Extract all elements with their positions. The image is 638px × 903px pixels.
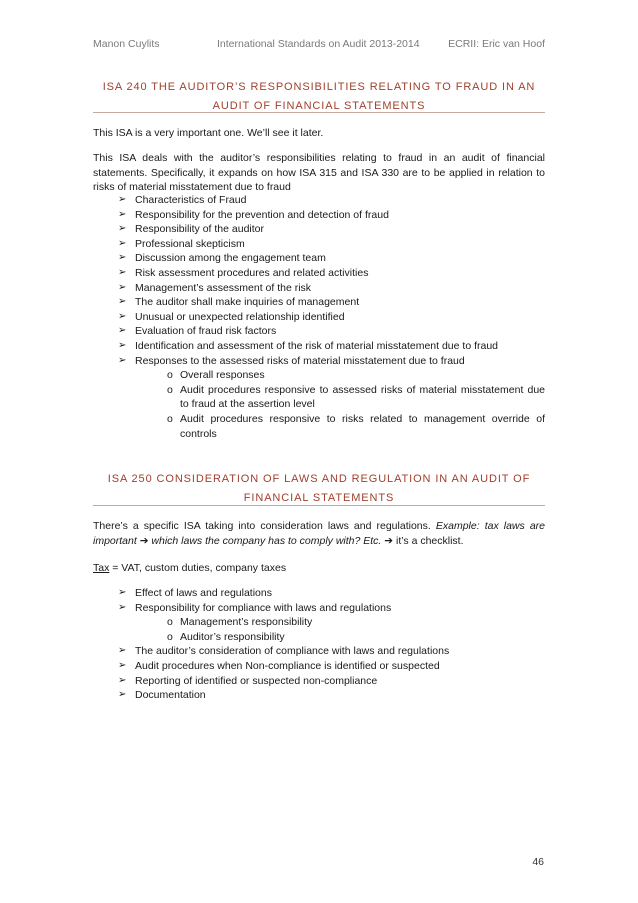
- sub-list: [135, 615, 545, 644]
- arrow-bullet-icon: ➢: [118, 266, 127, 278]
- arrow-bullet-icon: ➢: [118, 689, 127, 701]
- arrow-bullet-icon: ➢: [118, 587, 127, 598]
- arrow-bullet-icon: ➢: [118, 281, 127, 293]
- list-item: ➢ Responsibility for compliance with laws and regulations o Management’s responsibility o Auditor’s responsibility: [118, 601, 545, 645]
- sub-list-item: o Overall responses: [167, 369, 265, 382]
- right-arrow-icon: ➔: [139, 534, 149, 547]
- bullet-list: [118, 193, 545, 441]
- circle-bullet-icon: o: [167, 412, 173, 425]
- bullet-list: [118, 586, 545, 703]
- list-item: ➢ Evaluation of fraud risk factors: [118, 325, 277, 338]
- list-item: ➢ The auditor’s consideration of compliance with laws and regulations: [118, 645, 450, 658]
- heading-divider: [93, 505, 545, 506]
- arrow-bullet-icon: ➢: [118, 310, 127, 322]
- section-heading-isa250: [93, 470, 545, 508]
- arrow-bullet-icon: ➢: [118, 674, 127, 686]
- arrow-bullet-icon: ➢: [118, 252, 127, 264]
- paragraph: Tax = VAT, custom duties, company taxes: [93, 562, 287, 574]
- circle-bullet-icon: o: [167, 369, 173, 382]
- list-item: ➢ Identification and assessment of the risk of material misstatement due to fraud: [118, 339, 499, 352]
- tax-term: Tax: [93, 562, 110, 574]
- arrow-bullet-icon: ➢: [118, 194, 127, 205]
- page-number: 46: [532, 856, 544, 868]
- arrow-bullet-icon: ➢: [118, 208, 127, 220]
- section-heading-isa240: [93, 78, 545, 116]
- list-item: ➢ Discussion among the engagement team: [118, 252, 326, 265]
- heading-line-1: ISA 240 THE AUDITOR’S RESPONSIBILITIES RELATING TO FRAUD IN AN: [102, 81, 536, 93]
- list-item: ➢ Reporting of identified or suspected non-compliance: [118, 674, 378, 687]
- list-item: ➢ Responsibility for the prevention and detection of fraud: [118, 208, 389, 221]
- arrow-bullet-icon: ➢: [118, 325, 127, 337]
- arrow-bullet-icon: ➢: [118, 354, 127, 366]
- right-arrow-icon: ➔: [384, 534, 394, 547]
- sub-list-item: o Audit procedures responsive to risks related to management override of controls: [167, 412, 545, 440]
- sub-list-item: o Auditor’s responsibility: [167, 630, 285, 643]
- list-item: ➢ Professional skepticism: [118, 237, 245, 250]
- list-item: ➢ Unusual or unexpected relationship identified: [118, 310, 345, 323]
- sub-list-item: o Audit procedures responsive to assessed risks of material misstatement due to fraud at the assertion level: [167, 383, 545, 411]
- list-item: ➢ Documentation: [118, 689, 206, 702]
- arrow-bullet-icon: ➢: [118, 296, 127, 308]
- sub-list: [135, 368, 545, 441]
- heading-line-1: ISA 250 CONSIDERATION OF LAWS AND REGULATION IN AN AUDIT OF: [107, 473, 531, 485]
- list-item: ➢ Responses to the assessed risks of material misstatement due to fraud o Overall responses o Audit procedures responsive to assessed risks of material misstatement due to fraud at the assertion level o Audit procedures responsive to risks related to management override of controls: [118, 354, 545, 440]
- heading-line-2: FINANCIAL STATEMENTS: [243, 492, 395, 504]
- arrow-bullet-icon: ➢: [118, 645, 127, 657]
- arrow-bullet-icon: ➢: [118, 601, 127, 613]
- arrow-bullet-icon: ➢: [118, 223, 127, 235]
- list-item: ➢ The auditor shall make inquiries of management: [118, 296, 360, 309]
- list-item: ➢ Effect of laws and regulations: [118, 587, 272, 599]
- heading-divider: [93, 112, 545, 113]
- list-item: ➢ Risk assessment procedures and related activities: [118, 266, 369, 279]
- arrow-bullet-icon: ➢: [118, 659, 127, 671]
- paragraph: This ISA deals with the auditor’s responsibilities relating to fraud in an audit of financial statements. Specifically, it expands on how ISA 315 and ISA 330 are to be applied in relation to risks of material misstatement due to fraud: [93, 152, 545, 194]
- list-item: ➢ Audit procedures when Non-compliance is identified or suspected: [118, 659, 440, 672]
- header-instructor: ECRII: Eric van Hoof: [448, 38, 545, 50]
- paragraph: This ISA is a very important one. We’ll see it later.: [93, 127, 324, 139]
- circle-bullet-icon: o: [167, 383, 173, 396]
- header-author: Manon Cuylits: [93, 38, 160, 50]
- paragraph: There’s a specific ISA taking into consideration laws and regulations. Example: tax laws are important ➔ which laws the company has to comply with? Etc. ➔ it’s a checklist.: [93, 520, 546, 547]
- arrow-bullet-icon: ➢: [118, 339, 127, 351]
- sub-list-item: o Management’s responsibility: [167, 616, 313, 629]
- arrow-bullet-icon: ➢: [118, 237, 127, 249]
- list-item: ➢ Characteristics of Fraud: [118, 194, 247, 206]
- header-course: International Standards on Audit 2013-2014: [217, 38, 420, 50]
- list-item: ➢ Management’s assessment of the risk: [118, 281, 312, 294]
- circle-bullet-icon: o: [167, 616, 173, 629]
- circle-bullet-icon: o: [167, 630, 173, 643]
- list-item: ➢ Responsibility of the auditor: [118, 223, 264, 236]
- heading-line-2: AUDIT OF FINANCIAL STATEMENTS: [212, 100, 426, 112]
